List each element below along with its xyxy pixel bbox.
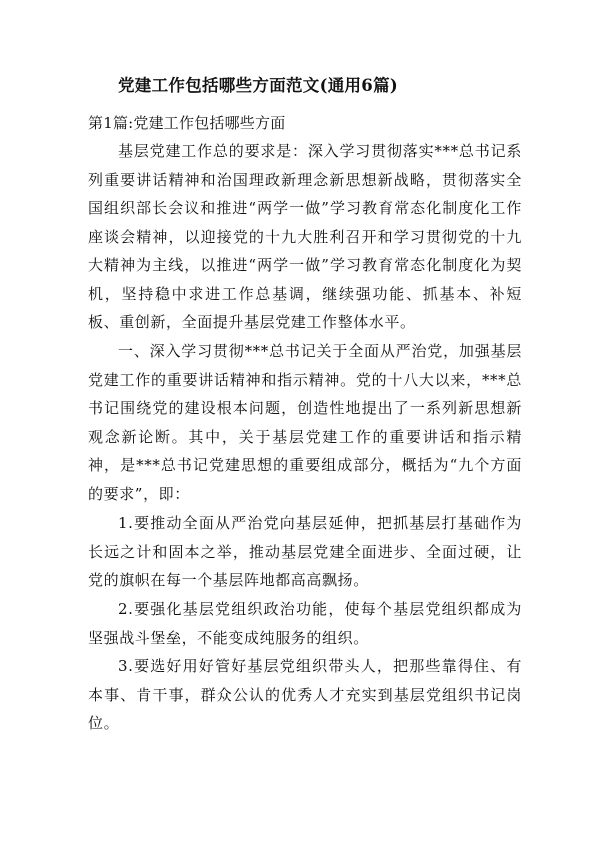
paragraph-item-2: 2.要强化基层党组织政治功能，使每个基层党组织都成为坚强战斗堡垒，不能变成纯服务的组织。 xyxy=(88,600,522,647)
paragraph-item-3: 3.要选好用好管好基层党组织带头人，把那些靠得住、有本事、肯干事，群众公认的优秀人才充实到基层党组织书记岗位。 xyxy=(88,657,522,732)
document-title: 党建工作包括哪些方面范文(通用6篇) xyxy=(118,76,398,95)
section-heading: 第1篇:党建工作包括哪些方面 xyxy=(88,114,286,132)
paragraph-requirements: 基层党建工作总的要求是：深入学习贯彻落实***总书记系列重要讲话精神和治国理政新理念新思想新战略，贯彻落实全国组织部长会议和推进“两学一做”学习教育常态化制度化工作座谈会精神，以迎接党的十九大胜利召开和学习贯彻党的十九大精神为主线，以推进“两学一做”学习教育常态化制度化为契机，坚持稳中求进工作总基调，继续强功能、抓基本、补短板、重创新，全面提升基层党建工作整体水平。 xyxy=(88,142,522,331)
paragraph-section-one: 一、深入学习贯彻***总书记关于全面从严治党，加强基层党建工作的重要讲话精神和指示精神。党的十八大以来，***总书记围绕党的建设根本问题，创造性地提出了一系列新思想新观念新论断。其中，关于基层党建工作的重要讲话和指示精神，是***总书记党建思想的重要组成部分，概括为“九个方面的要求”，即： xyxy=(88,342,522,503)
paragraph-item-1: 1.要推动全面从严治党向基层延伸，把抓基层打基础作为长远之计和固本之举，推动基层党建全面进步、全面过硬，让党的旗帜在每一个基层阵地都高高飘扬。 xyxy=(88,514,522,589)
